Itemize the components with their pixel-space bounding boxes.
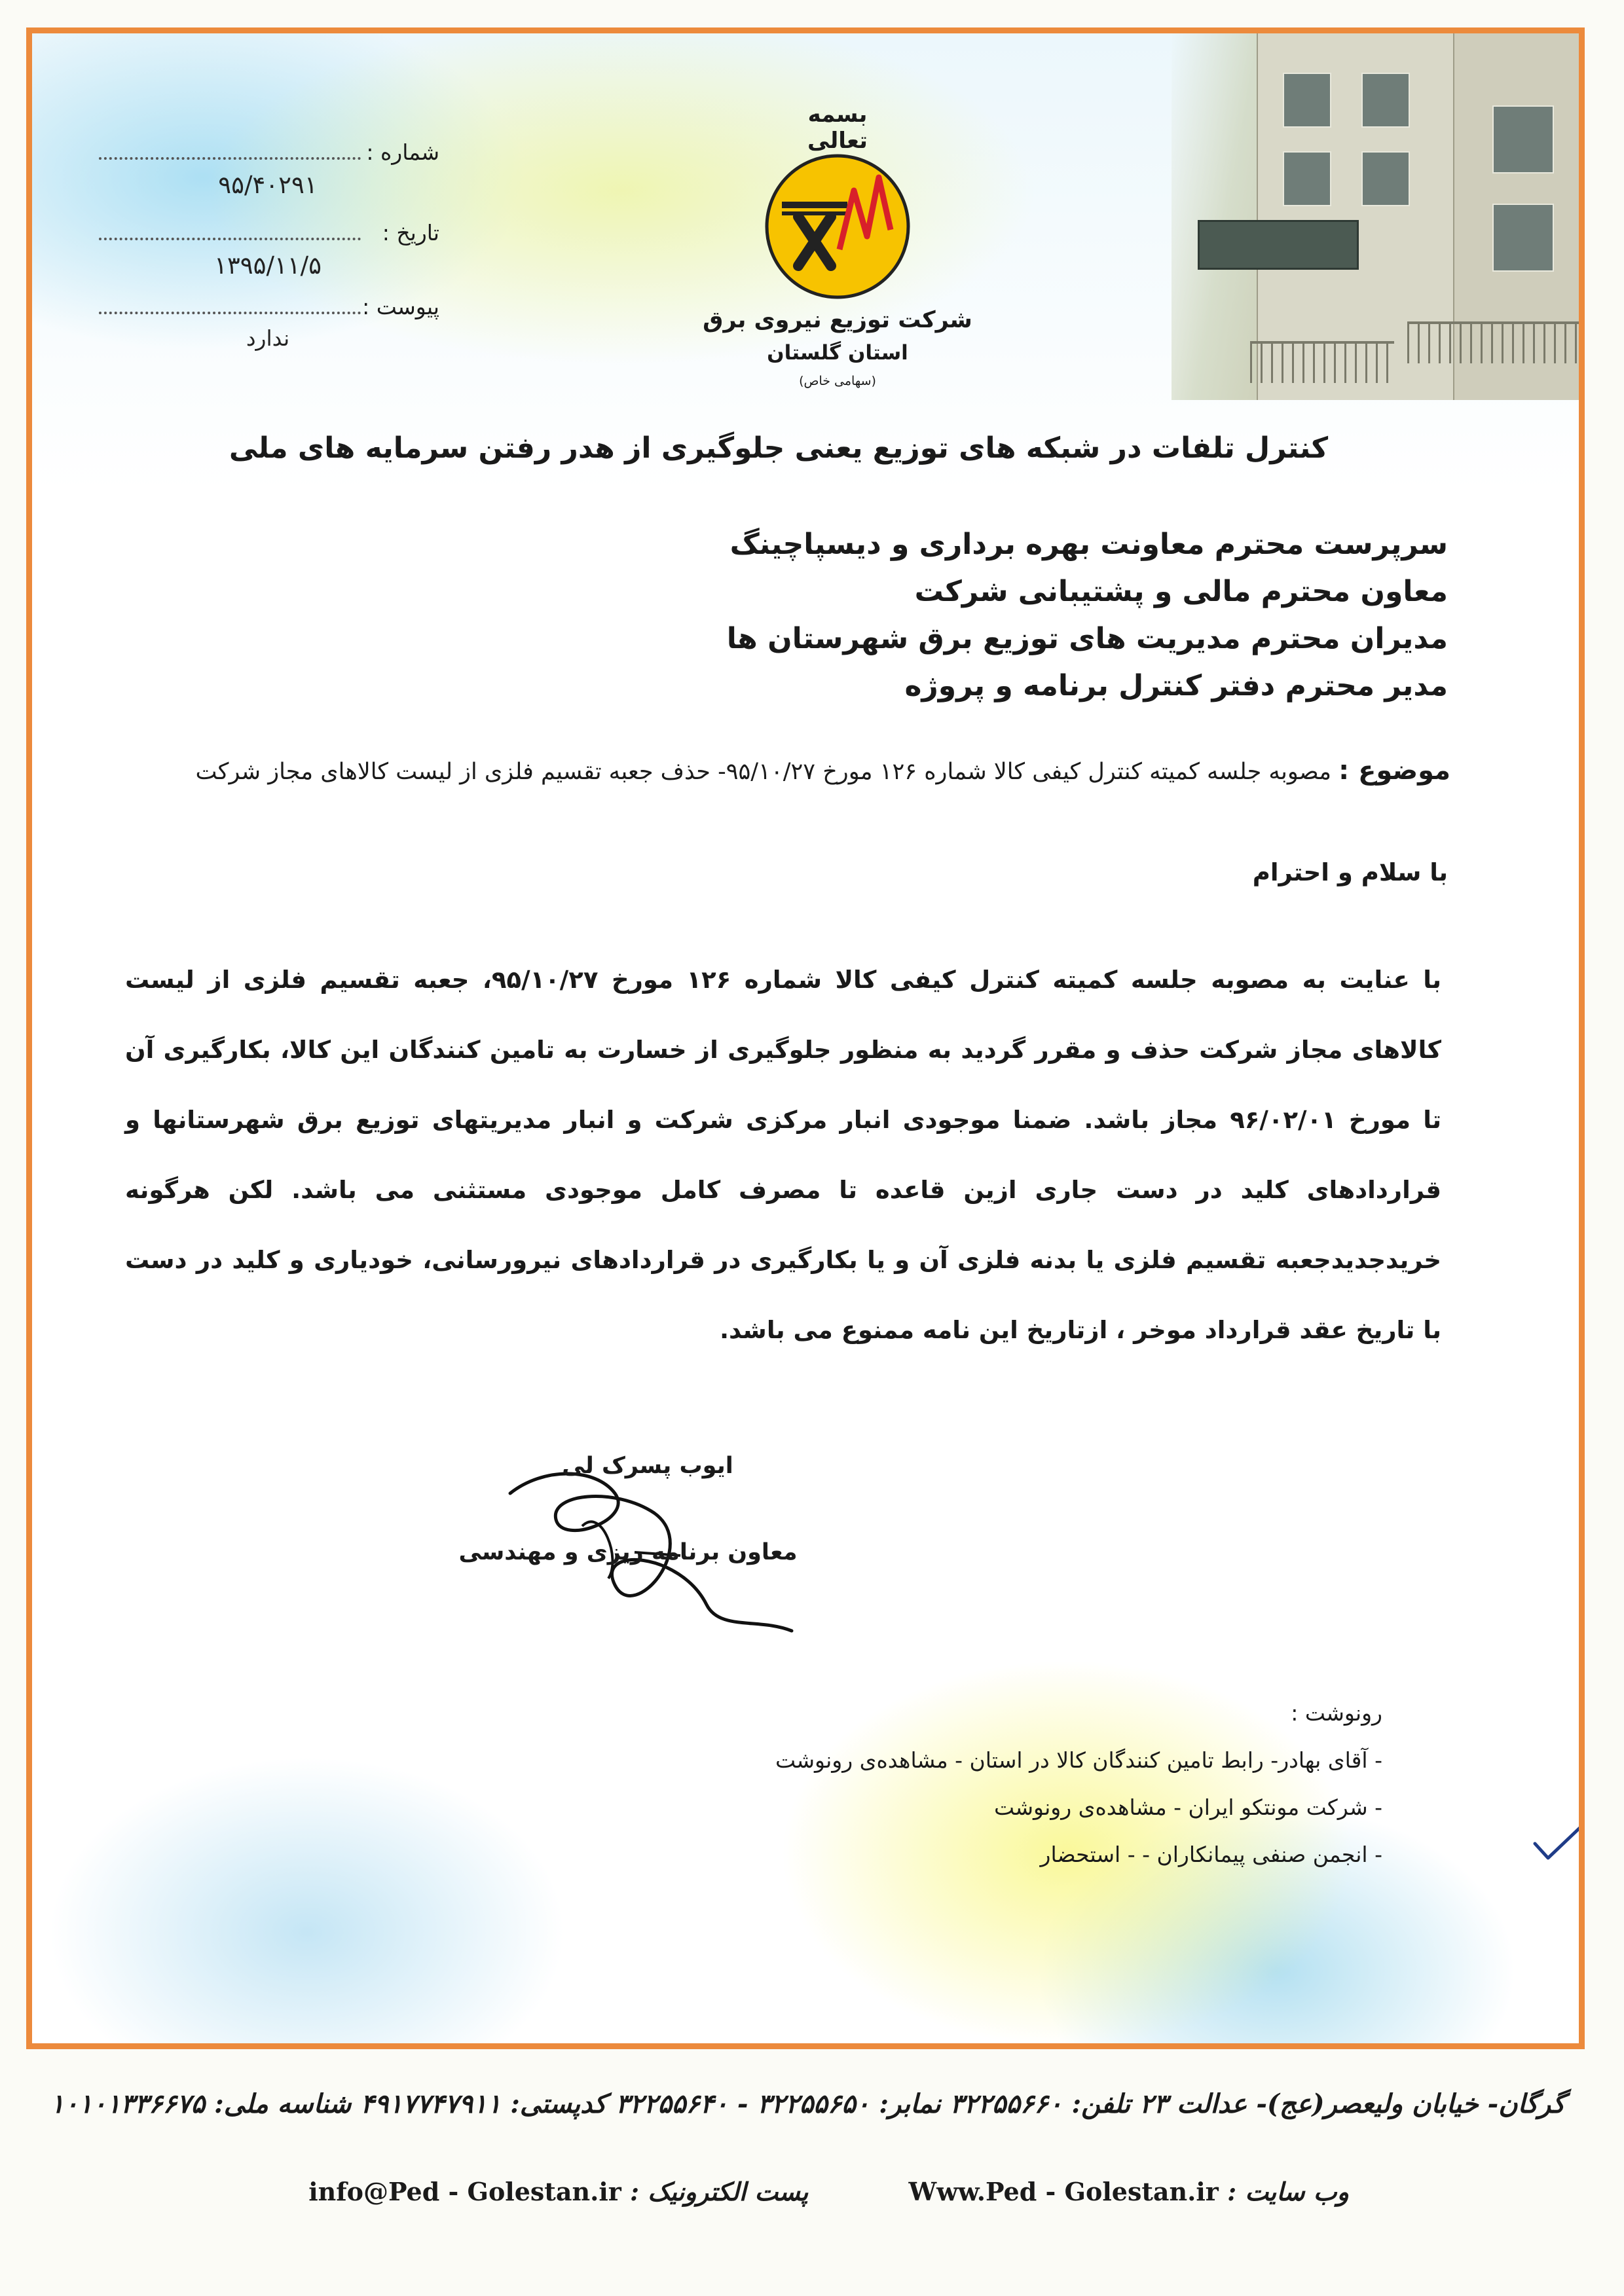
letter-attachment [99, 294, 439, 351]
cc-item: - شرکت مونتکو ایران - مشاهده‌ی رونوشت [993, 1795, 1382, 1820]
footer-address: گرگان- خیابان ولیعصر(عج)- عدالت ۲۳ تلفن: ۳۲۲۵۵۶۶۰ نمابر: ۳۲۲۵۵۶۵۰ - ۳۲۲۵۵۶۴۰ کدپستی: ۴۹۱۷۷۴۷۹۱۱ شناسه ملی: ۱۰۱۰۱۳۳۶۶۷۵ [50, 2088, 1565, 2119]
recipient-line: سرپرست محترم معاونت بهره برداری و دیسپاچینگ [729, 528, 1448, 561]
website-link[interactable]: Www.Ped - Golestan.ir [908, 2177, 1219, 2206]
cc-label: رونوشت : [1291, 1700, 1382, 1726]
subject-label: موضوع : [1338, 756, 1450, 786]
bismillah: بسمه تعالی [807, 101, 868, 154]
cc-list [466, 1690, 1382, 1878]
recipients [466, 521, 1448, 710]
company-province: استان گلستان [767, 341, 908, 365]
signatory-title: معاون برنامه ریزی و مهندسی [458, 1539, 798, 1565]
date-label: تاریخ : [382, 220, 439, 246]
company-type: (سهامی خاص) [799, 374, 876, 388]
company-logo [762, 151, 913, 302]
letter-number [99, 139, 439, 199]
cc-item: - آقای بهادر- رابط تامین کنندگان کالا در استان - مشاهده‌ی رونوشت [775, 1747, 1382, 1773]
email-link[interactable]: info@Ped - Golestan.ir [308, 2177, 621, 2206]
letter-body: با عنایت به مصوبه جلسه کمیته کنترل کیفی کالا شماره ۱۲۶ مورخ ۹۵/۱۰/۲۷، جعبه تقسیم فلزی از لیست کالاهای مجاز شرکت حذف و مقرر گردید به منظور جلوگیری از خسارت به تامین کنندگان این کالا، بکارگیری آن تا مورخ ۹۶/۰۲/۰۱ مجاز باشد. ضمنا موجودی انبار مرکزی شرکت و انبار مدیریتهای توزیع برق شهرستانها و قراردادهای کلید در دست جاری ازین قاعده تا مصرف کامل موجودی مستثنی می باشد. لکن هرگونه خریدجدیدجعبه تقسیم فلزی یا بدنه فلزی آن و یا بکارگیری در قراردادهای نیرورسانی، خودیاری و کلید در دست با تاریخ عقد قرارداد موخر ، ازتاریخ این نامه ممنوع می باشد. [125, 966, 1441, 1344]
number-value: ۹۵/۴۰۲۹۱ [218, 171, 318, 199]
header-building-photo [1172, 33, 1585, 400]
company-name: شرکت توزیع نیروی برق [703, 307, 972, 333]
recipient-line: مدیران محترم مدیریت های توزیع برق شهرستان ها [726, 622, 1448, 655]
website-label: وب سایت : [1227, 2177, 1349, 2206]
date-value: ۱۳۹۵/۱۱/۵ [213, 251, 322, 280]
recipient-line: مدیر محترم دفتر کنترل برنامه و پروژه [904, 669, 1448, 702]
recipient-line: معاون محترم مالی و پشتیبانی شرکت [914, 575, 1448, 608]
company-name-block [661, 307, 1014, 388]
footer-contacts [308, 2177, 1349, 2206]
email-label: پست الکترونیک : [630, 2177, 809, 2206]
number-label: شماره : [366, 139, 439, 165]
signatory-name: ایوب پسرک لی [562, 1453, 733, 1479]
letter-frame [26, 27, 1585, 2049]
attachment-value: ندارد [246, 325, 290, 351]
subject [134, 744, 1450, 799]
checkmark-icon [1532, 1817, 1585, 1863]
footer-email [308, 2177, 808, 2206]
subject-text: مصوبه جلسه کمیته کنترل کیفی کالا شماره ۱۲۶ مورخ ۹۵/۱۰/۲۷- حذف جعبه تقسیم فلزی از لیست کالاهای مجاز شرکت [195, 759, 1332, 785]
attachment-label: پیوست : [362, 294, 439, 319]
slogan: کنترل تلفات در شبکه های توزیع یعنی جلوگیری از هدر رفتن سرمایه های ملی [229, 431, 1329, 465]
letter-date [99, 220, 439, 280]
footer-website [909, 2177, 1350, 2206]
greeting: با سلام و احترام [1252, 858, 1448, 886]
cc-item: - انجمن صنفی پیمانکاران - - استحضار [1040, 1842, 1382, 1867]
